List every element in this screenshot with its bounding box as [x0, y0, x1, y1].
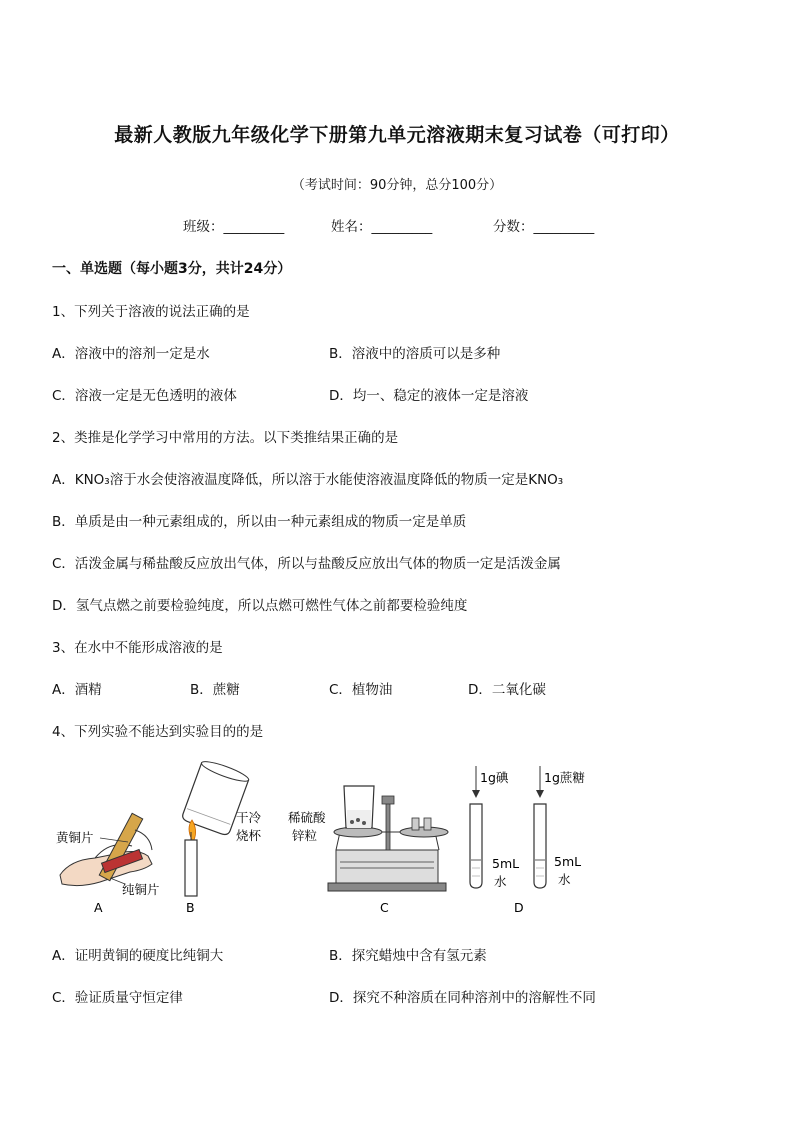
- question-3-option-c: C．植物油: [329, 682, 393, 698]
- experiment-c-illustration: [328, 786, 448, 891]
- question-4-option-d: D．探究不种溶质在同种溶剂中的溶解性不同: [329, 990, 596, 1006]
- experiment-figure: [40, 760, 600, 920]
- brass-label: 黄铜片: [56, 830, 94, 845]
- volume-label-1: 5mL: [492, 856, 520, 871]
- question-3-stem: 3、在水中不能形成溶液的是: [52, 640, 223, 656]
- pure-copper-label: 纯铜片: [122, 882, 160, 897]
- question-2-stem: 2、类推是化学学习中常用的方法。以下类推结果正确的是: [52, 430, 399, 446]
- question-1-option-b: B．溶液中的溶质可以是多种: [329, 346, 501, 362]
- caption-b: B: [186, 900, 195, 915]
- experiment-a-illustration: [60, 813, 152, 885]
- caption-a: A: [94, 900, 103, 915]
- section-heading: 一、单选题（每小题3分，共计24分）: [52, 261, 292, 277]
- question-1-stem: 1、下列关于溶液的说法正确的是: [52, 304, 250, 320]
- question-2-option-d: D．氢气点燃之前要检验纯度，所以点燃可燃性气体之前都要检验纯度: [52, 598, 468, 614]
- beaker-label: 烧杯: [236, 828, 262, 843]
- question-2-option-a: A．KNO₃溶于水会使溶液温度降低，所以溶于水能使溶液温度降低的物质一定是KNO₃: [52, 472, 564, 488]
- page-title: 最新人教版九年级化学下册第九单元溶液期末复习试卷（可打印）: [114, 124, 680, 146]
- caption-d: D: [514, 900, 524, 915]
- zinc-label: 锌粒: [292, 828, 318, 843]
- question-2-option-c: C．活泼金属与稀盐酸反应放出气体，所以与盐酸反应放出气体的物质一定是活泼金属: [52, 556, 561, 572]
- sucrose-label: 1g蔗糖: [544, 770, 585, 785]
- question-4-option-b: B．探究蜡烛中含有氢元素: [329, 948, 487, 964]
- question-4-option-a: A．证明黄铜的硬度比纯铜大: [52, 948, 224, 964]
- acid-label: 稀硫酸: [288, 810, 326, 825]
- caption-c: C: [380, 900, 389, 915]
- class-field: 班级：_________: [183, 219, 285, 235]
- question-4-stem: 4、下列实验不能达到实验目的的是: [52, 724, 264, 740]
- exam-info: （考试时间：90分钟，总分100分）: [291, 178, 503, 193]
- dry-cold-label: 干冷: [236, 810, 262, 825]
- name-field: 姓名：_________: [331, 219, 433, 235]
- question-1-option-c: C．溶液一定是无色透明的液体: [52, 388, 237, 404]
- score-field: 分数：_________: [493, 219, 595, 235]
- water-label-2: 水: [558, 872, 571, 887]
- iodine-label: 1g碘: [480, 770, 509, 785]
- question-4-option-c: C．验证质量守恒定律: [52, 990, 183, 1006]
- question-1-option-a: A．溶液中的溶剂一定是水: [52, 346, 210, 362]
- question-3-option-d: D．二氧化碳: [468, 682, 546, 698]
- question-3-option-b: B．蔗糖: [190, 682, 240, 698]
- question-3-option-a: A．酒精: [52, 682, 102, 698]
- question-1-option-d: D．均一、稳定的液体一定是溶液: [329, 388, 529, 404]
- volume-label-2: 5mL: [554, 854, 582, 869]
- water-label-1: 水: [494, 874, 507, 889]
- question-2-option-b: B．单质是由一种元素组成的，所以由一种元素组成的物质一定是单质: [52, 514, 467, 530]
